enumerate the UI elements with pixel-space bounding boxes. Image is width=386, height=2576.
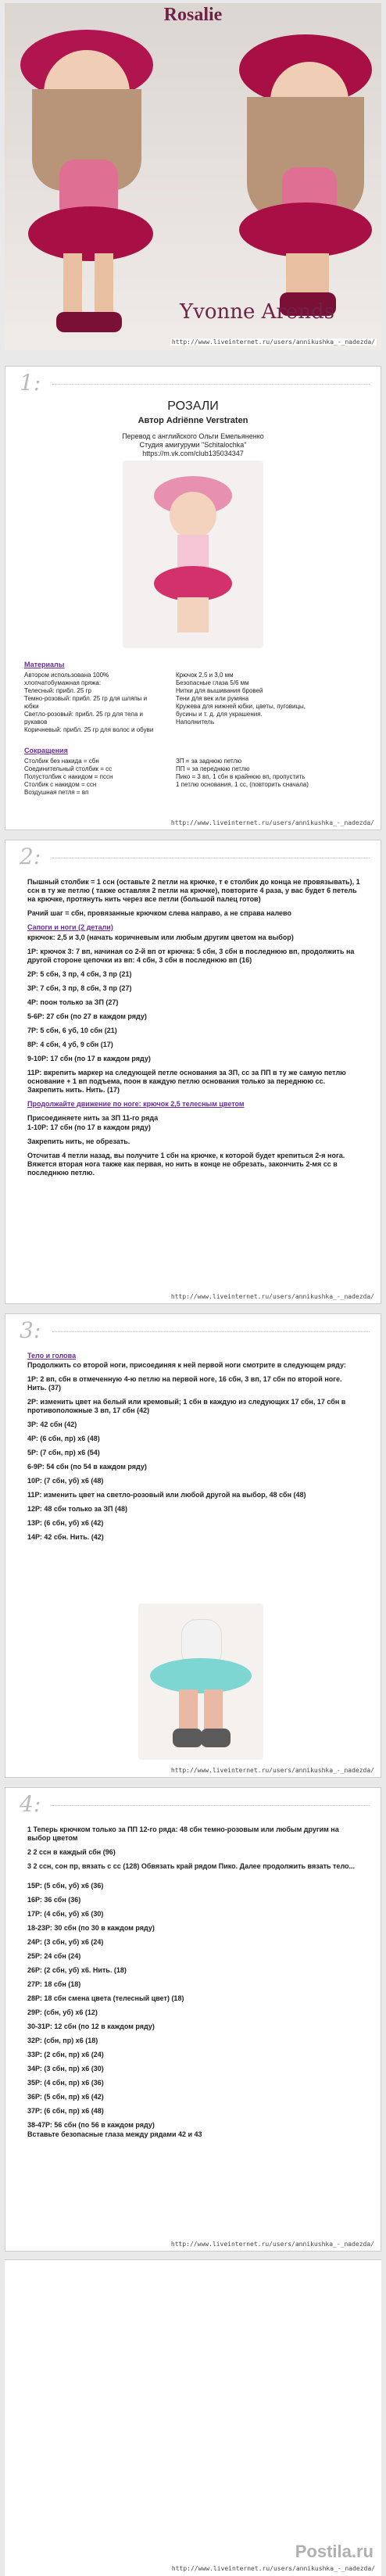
row-12: 32Р: (сбн, пр) х6 (18) bbox=[27, 2037, 98, 2044]
page-number: 4: bbox=[20, 1791, 41, 1817]
row-4: 18-23Р: 30 сбн (по 30 в каждом ряду) bbox=[27, 1924, 155, 1932]
footer bbox=[5, 2259, 381, 2576]
row-2: 16Р: 36 сбн (36) bbox=[27, 1896, 81, 1904]
hero-title: Rosalie bbox=[163, 5, 223, 25]
page-1 bbox=[5, 366, 381, 830]
item-3: 3 2 ссн, сон пр, вязать с сс (128) Обвязать край рядом Пико. Далее продолжить вязать тело... bbox=[27, 1862, 356, 1870]
row-9: 28Р: 18 сбн смена цвета (телесный цвет) (18) bbox=[27, 1994, 184, 2002]
postila-logo[interactable]: Postila.ru bbox=[295, 2542, 373, 2561]
item-1: 1 Теперь крючком только за ПП 12-го ряда: 48 сбн темно-розовым или любым другим на выбор цветом bbox=[27, 1825, 339, 1842]
doll-left-shoes bbox=[56, 312, 122, 332]
photo-skirt bbox=[154, 566, 232, 601]
intro: Пышный столбик = 1 ссн (оставьте 2 петли на крючке, т е столбик до конца не провязывать), 1 ссн в ту же петлю ( также оставляя 2 петли на крючке), повторите 4 раза, у вас будет 6 петель на крючке, протянуть нить через все петли (большой палец готов) bbox=[27, 878, 360, 903]
row-7: 10Р: (7 сбн, уб) х6 (48) bbox=[27, 1477, 104, 1485]
photo-skirt bbox=[150, 1658, 252, 1693]
abbr-left-0: Столбик без накида = сбн bbox=[24, 758, 99, 765]
row-19: Вставьте безопасные глаза между рядами 42 и 43 bbox=[27, 2130, 202, 2138]
materials-left-0: Автором использована 100% хлопчатобумажная пряжа: bbox=[24, 672, 109, 686]
row2-4: Отсчитав 4 петли назад, вы получите 1 сбн на крючке, к которой будет крепиться 2-я нога. Вяжется вторая нога также как первая, но нить в конце не обрезать, закончить 2-мя сс в последнюю петлю. bbox=[27, 1152, 345, 1177]
doll-photo bbox=[123, 460, 263, 648]
divider bbox=[52, 384, 370, 385]
row-8: 9-10Р: 17 сбн (по 17 в каждом ряду) bbox=[27, 1055, 151, 1062]
abbr-left-2: Полустолбик с накидом = пссн bbox=[24, 773, 113, 780]
row-4: 4Р: поон только за ЗП (27) bbox=[27, 998, 119, 1006]
divider bbox=[52, 1805, 370, 1806]
item-2: 2 2 ссн в каждый сбн (96) bbox=[27, 1848, 116, 1856]
row-6: 25Р: 24 сбн (24) bbox=[27, 1952, 81, 1960]
row-11: 30-31Р: 12 сбн (по 12 в каждом ряду) bbox=[27, 2022, 155, 2030]
doll-left-skirt bbox=[28, 206, 153, 261]
watermark-url[interactable]: http://www.liveinternet.ru/users/annikushka_-_nadezda/ bbox=[170, 2241, 374, 2248]
materials-left-2: Темно-розовый: прибл. 25 гр для шляпы и юбки bbox=[24, 695, 148, 710]
photo-leg-left bbox=[179, 1689, 198, 1732]
row-5: 24Р: (3 сбн, уб) х6 (24) bbox=[27, 1938, 104, 1946]
row-8: 11Р: изменить цвет на светло-розовый или любой другой на выбор, 48 сбн (48) bbox=[27, 1491, 306, 1499]
row-6: 7Р: 5 сбн, 6 уб, 10 сбн (21) bbox=[27, 1026, 117, 1034]
page-number: 1: bbox=[20, 370, 41, 396]
abbr-right-2: Пико = 3 вп, 1 сбн в крайнюю вп, пропустить 1 петлю основания, 1 сс, (повторить сначала) bbox=[176, 773, 309, 788]
section-title: Сапоги и ноги (2 детали) bbox=[27, 923, 113, 931]
abbr-left-3: Столбик с накидом = ссн bbox=[24, 781, 97, 788]
row2-2: 1-10Р: 17 сбн (по 17 в каждом ряду) bbox=[27, 1123, 151, 1131]
hero-signature: Yvonne Arends bbox=[180, 300, 334, 324]
doll-left-leg-right bbox=[95, 253, 113, 316]
watermark-url[interactable]: http://www.liveinternet.ru/users/annikushka_-_nadezda/ bbox=[170, 1293, 374, 1300]
photo-boot-left bbox=[173, 1729, 202, 1747]
page-3 bbox=[5, 1313, 381, 1778]
row2-1: Присоединяете нить за ЗП 11-го ряда bbox=[27, 1114, 159, 1122]
page-title: РОЗАЛИ bbox=[167, 399, 219, 413]
row-16: 36Р: (5 сбн, пр) х6 (42) bbox=[27, 2093, 104, 2101]
abbr-right-1: ПП = за переднюю петлю bbox=[176, 765, 250, 772]
abbr-title: Сокращения bbox=[24, 747, 68, 754]
watermark-url[interactable]: http://www.liveinternet.ru/users/annikushka_-_nadezda/ bbox=[171, 339, 375, 346]
hook-note: крючок: 2,5 и 3,0 (начать коричневым или любым другим цветом на выбор) bbox=[27, 933, 294, 941]
section-title: Тело и голова bbox=[27, 1352, 77, 1360]
hero-photo bbox=[5, 3, 381, 350]
credit-line-2: Студия амигуруми "Schitalochka" bbox=[139, 441, 247, 449]
row-2: 2Р: 5 сбн, 3 пр, 4 сбн, 3 пр (21) bbox=[27, 970, 132, 978]
row-4: 4Р: (6 сбн, пр) х6 (48) bbox=[27, 1435, 100, 1442]
row-5: 5Р: (7 сбн, пр) х6 (54) bbox=[27, 1449, 100, 1456]
materials-right-0: Крючок 2,5 и 3,0 мм bbox=[176, 672, 234, 679]
credit-line-1: Перевод с английского Ольги Емельяненко bbox=[122, 432, 264, 440]
intro-2: Рачий шаг = сбн, провязанные крючком слева направо, а не справа налево bbox=[27, 909, 291, 917]
row-7: 8Р: 4 сбн, 4 уб, 9 сбн (17) bbox=[27, 1041, 113, 1048]
page-4 bbox=[5, 1787, 381, 2252]
credit-link[interactable]: https://m.vk.com/club135034347 bbox=[142, 450, 244, 457]
row-11: 14Р: 42 сбн. Нить. (42) bbox=[27, 1533, 104, 1541]
doll-left-leg-left bbox=[63, 253, 82, 316]
watermark-url[interactable]: http://www.liveinternet.ru/users/annikushka_-_nadezda/ bbox=[170, 1767, 374, 1774]
row-8: 27Р: 18 сбн (18) bbox=[27, 1980, 81, 1988]
row-1: 1Р: крючок 3: 7 вп, начиная со 2-й вп от крючка: 5 сбн, 3 сбн в последнюю вп, продолжить на другой стороне цепочки из вп: 4 сбн, 3 сбн в последнюю вп (16) bbox=[27, 948, 355, 964]
watermark-url[interactable]: http://www.liveinternet.ru/users/annikushka_-_nadezda/ bbox=[170, 819, 374, 826]
row-5: 5-6Р: 27 сбн (по 27 в каждом ряду) bbox=[27, 1012, 147, 1020]
author: Автор Adriënne Verstraten bbox=[138, 416, 248, 425]
row-6: 6-9Р: 54 сбн (по 54 в каждом ряду) bbox=[27, 1463, 147, 1471]
row-3: 3Р: 7 сбн, 3 пр, 8 сбн, 3 пр (27) bbox=[27, 984, 132, 992]
abbr-right-0: ЗП = за заднюю петлю bbox=[176, 758, 242, 765]
materials-right-2: Нитки для вышивания бровей bbox=[176, 687, 263, 694]
row-3: 17Р: (4 сбн, уб) х6 (30) bbox=[27, 1910, 104, 1918]
row-17: 37Р: (6 сбн, пр) х6 (48) bbox=[27, 2107, 104, 2115]
row-9: 12Р: 48 сбн только за ЗП (48) bbox=[27, 1505, 127, 1513]
doll-right-skirt bbox=[239, 202, 372, 257]
section-2-title: Продолжайте движение по ноге: крючок 2,5 телесным цветом bbox=[27, 1100, 245, 1108]
divider bbox=[52, 1331, 370, 1332]
materials-left-4: Коричневый: прибл. 25 гр для волос и обуви bbox=[24, 726, 154, 733]
row-7: 26Р: (2 сбн, уб) х6. Нить. (18) bbox=[27, 1966, 127, 1974]
row-1: 15Р: (5 сбн, уб) х6 (36) bbox=[27, 1882, 104, 1890]
materials-title: Материалы bbox=[24, 661, 65, 668]
row-15: 35Р: (4 сбн, пр) х6 (36) bbox=[27, 2079, 104, 2087]
abbr-left-4: Воздушная петля = вп bbox=[24, 789, 89, 796]
materials-left-3: Светло-розовый: прибл. 25 гр для тела и рукавов bbox=[24, 711, 143, 726]
intro: Продолжить со второй ноги, присоединяя к ней первой ноги смотрите в следующем ряду: bbox=[27, 1361, 346, 1369]
row-10: 13Р: (6 сбн, уб) х6 (42) bbox=[27, 1519, 104, 1527]
row-10: 29Р: (сбн, уб) х6 (12) bbox=[27, 2008, 98, 2016]
photo-boot-right bbox=[201, 1729, 231, 1747]
row-18: 38-47Р: 56 сбн (по 56 в каждом ряду) bbox=[27, 2121, 155, 2129]
photo-legs bbox=[177, 597, 209, 632]
row-3: 3Р: 42 сбн (42) bbox=[27, 1421, 77, 1428]
page-number: 3: bbox=[20, 1317, 41, 1343]
row2-3: Закрепить нить, не обрезать. bbox=[27, 1138, 130, 1145]
page-2 bbox=[5, 840, 381, 1304]
row-2: 2Р: изменить цвет на белый или кремовый; 1 сбн в каждую из следующих 17 сбн, 17 сбн в противоположные 3 вп, 17 сбн (42) bbox=[27, 1398, 346, 1414]
abbr-left-1: Соединительный столбик = сс bbox=[24, 765, 113, 772]
row-13: 33Р: (2 сбн, пр) х6 (24) bbox=[27, 2051, 104, 2058]
page-number: 2: bbox=[20, 844, 41, 869]
photo-leg-right bbox=[204, 1689, 223, 1732]
watermark-url[interactable]: http://www.liveinternet.ru/users/annikushka_-_nadezda/ bbox=[171, 2565, 375, 2572]
materials-right-5: Наполнитель bbox=[176, 718, 214, 726]
progress-photo bbox=[138, 1603, 263, 1760]
row-9: 11Р: вкрепить маркер на следующей петле основания за ЗП, сс за ПП в ту же самую петлю основание + 1 вп подъема, поон в каждую петлю основания только за переднюю сс. Закрепить нить. Нить. (17) bbox=[27, 1069, 346, 1094]
materials-right-4: Кружева для нижней юбки, цветы, пуговицы, бусины и т. д. для украшения. bbox=[176, 703, 306, 718]
row-1: 1Р: 2 вп, сбн в отмеченную 4-ю петлю на первой ноге, 16 сбн, 3 вп, 17 сбн по второй ноге. Нить. (37) bbox=[27, 1375, 342, 1392]
materials-right-3: Тени для век или румяна bbox=[176, 695, 249, 702]
photo-head bbox=[170, 492, 216, 539]
row-14: 34Р: (3 сбн, пр) х6 (30) bbox=[27, 2065, 104, 2073]
materials-right-1: Безопасные глаза 5/6 мм bbox=[176, 679, 249, 686]
materials-left-1: Телесный: прибл. 25 гр bbox=[24, 687, 91, 694]
